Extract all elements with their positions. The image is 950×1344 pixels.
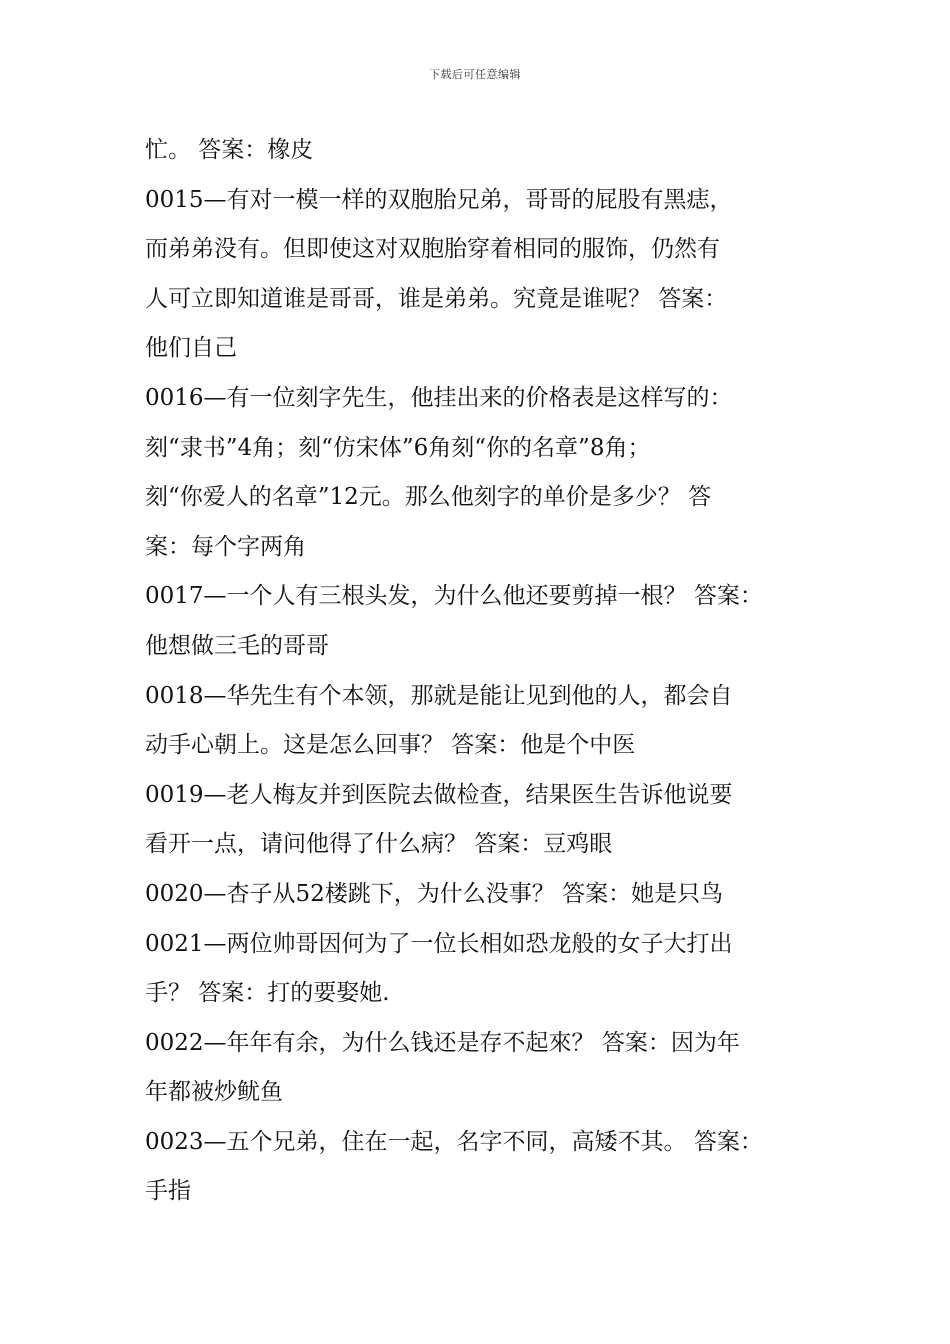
text-line: 0019—老人梅友并到医院去做检查，结果医生告诉他说要: [145, 781, 733, 808]
text-line: 0023—五个兄弟，住在一起，名字不同，高矮不其。 答案：: [145, 1128, 763, 1155]
text-line: 他们自己: [145, 335, 237, 362]
text-line: 0021—两位帅哥因何为了一位长相如恐龙般的女子大打出: [145, 930, 733, 957]
text-line: 0015—有对一模一样的双胞胎兄弟，哥哥的屁股有黑痣，: [145, 186, 733, 213]
text-line: 忙。 答案：橡皮: [145, 137, 314, 163]
text-line: 动手心朝上。这是怎么回事？ 答案：他是个中医: [145, 732, 636, 759]
text-line: 他想做三毛的哥哥: [145, 632, 329, 659]
text-line: 案：每个字两角: [145, 533, 306, 560]
text-line: 而弟弟没有。但即使这对双胞胎穿着相同的服饰，仍然有: [145, 236, 720, 263]
text-line: 看开一点，请问他得了什么病？ 答案：豆鸡眼: [145, 831, 613, 858]
text-line: 刻“隶书”4角；刻“仿宋体”6角刻“你的名章”8角；: [145, 434, 651, 461]
text-line: 手指: [145, 1178, 191, 1205]
text-line: 刻“你爱人的名章”12元。那么他刻字的单价是多少？ 答: [145, 484, 712, 511]
text-line: 0017—一个人有三根头发，为什么他还要剪掉一根？ 答案：: [145, 583, 763, 610]
text-line: 0016—有一位刻字先生，他挂出来的价格表是这样写的：: [145, 384, 733, 411]
text-line: 0018—华先生有个本领，那就是能让见到他的人，都会自: [145, 682, 733, 709]
text-line: 0022—年年有余，为什么钱还是存不起來？ 答案：因为年: [145, 1029, 740, 1056]
text-line: 0020—杏子从52楼跳下，为什么没事？ 答案：她是只鸟: [145, 880, 724, 907]
text-line: 手？ 答案：打的要娶她.: [145, 980, 390, 1007]
text-line: 年都被炒鱿鱼: [145, 1079, 283, 1106]
riddle-text-body: [145, 126, 825, 1217]
page-header: 下载后可任意编辑: [429, 68, 521, 81]
text-line: 人可立即知道谁是哥哥，谁是弟弟。究竟是谁呢？ 答案：: [145, 285, 728, 312]
